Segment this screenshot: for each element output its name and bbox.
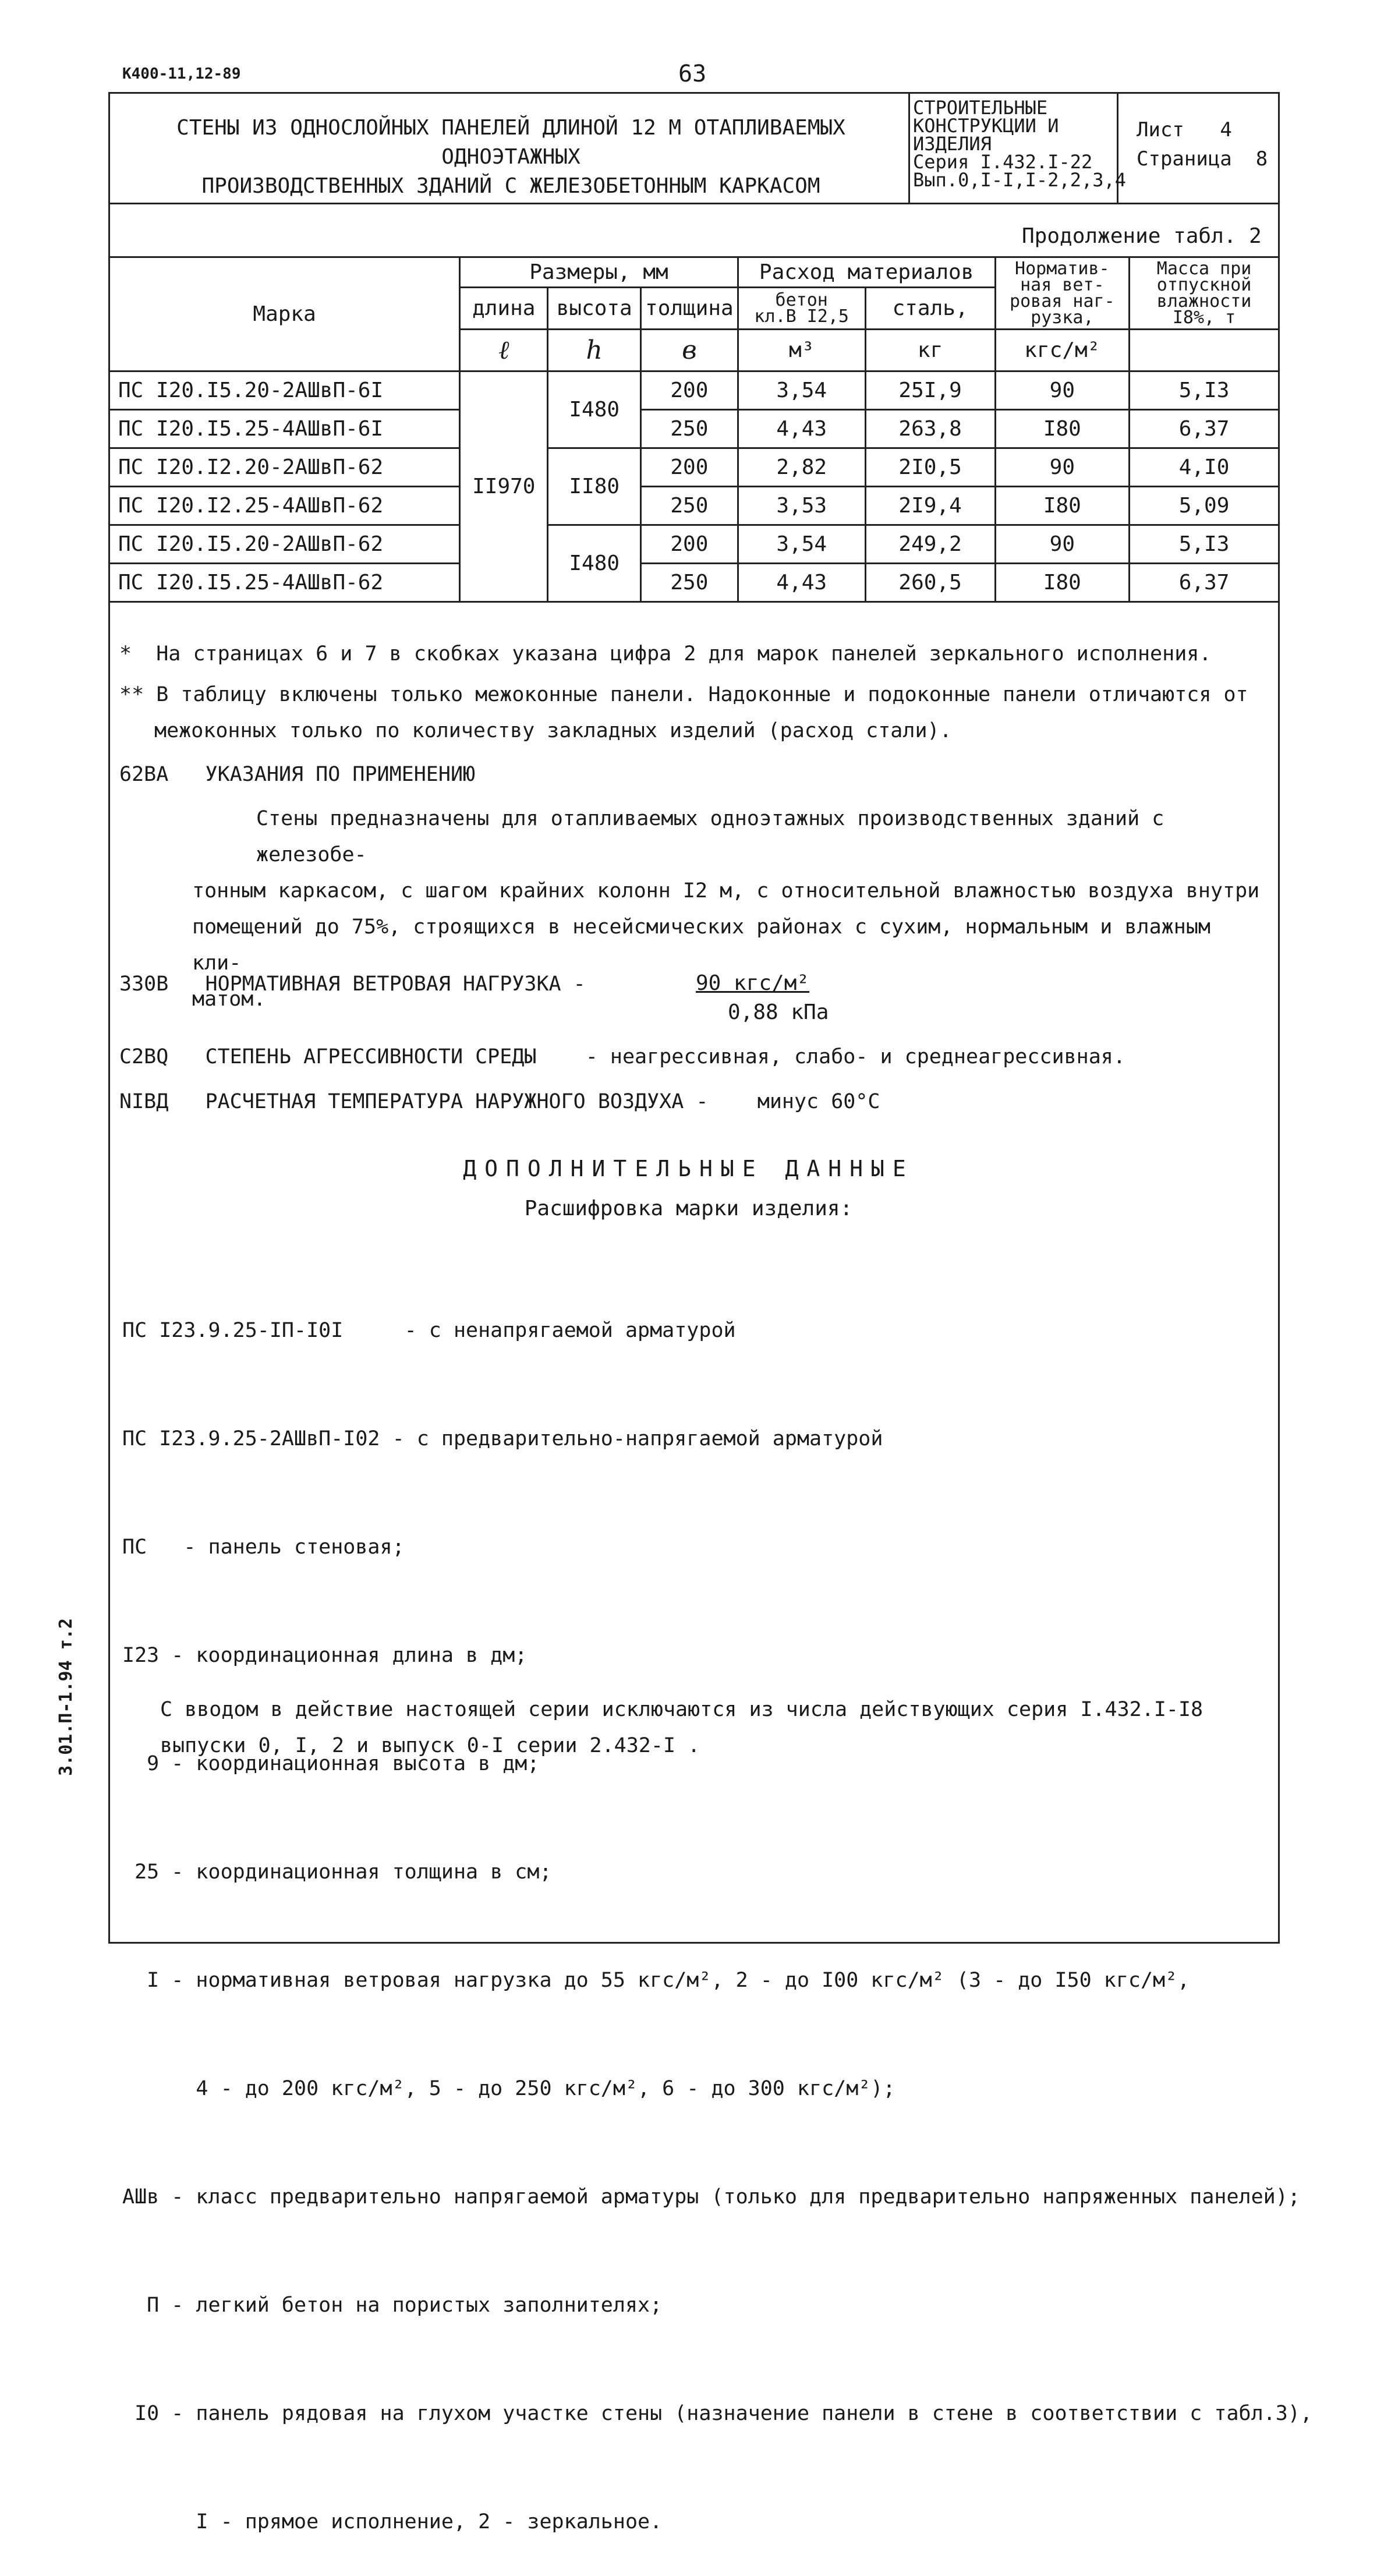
row-thickness: 250 xyxy=(641,410,738,448)
col-mass-header xyxy=(1130,257,1279,330)
final-note-line2: выпуски 0, I, 2 и выпуск 0-I серии 2.432-I . xyxy=(160,1734,700,1757)
series-line3: ИЗДЕЛИЯ xyxy=(913,133,992,155)
table-row xyxy=(109,564,1279,602)
row-thickness: 200 xyxy=(641,371,738,410)
row-thickness: 250 xyxy=(641,564,738,602)
series-line2: КОНСТРУКЦИИ И xyxy=(913,115,1059,137)
aggressiveness-code: С2ВQ xyxy=(119,1045,169,1068)
col-thickness-header: толщина xyxy=(641,288,738,330)
table-row xyxy=(109,371,1279,410)
mass-header-line3: влажности xyxy=(1156,291,1252,312)
document-code: К400-11,12-89 xyxy=(122,65,241,83)
row-concrete: 3,54 xyxy=(738,525,865,564)
thickness-symbol: в xyxy=(641,330,738,371)
row-height: II80 xyxy=(548,448,641,525)
row-concrete: 3,54 xyxy=(738,371,865,410)
row-concrete: 4,43 xyxy=(738,410,865,448)
height-symbol: h xyxy=(548,330,641,371)
row-mass: 5,09 xyxy=(1130,487,1279,525)
table-header-row-1 xyxy=(109,257,1279,288)
footnote-2-line2: межоконных только по количеству закладных изделий (расход стали). xyxy=(154,719,952,742)
row-height: I480 xyxy=(548,371,641,448)
col-mark-header: Марка xyxy=(109,257,460,371)
series-block xyxy=(913,99,1126,189)
row-wind: I80 xyxy=(995,410,1130,448)
concrete-unit: м³ xyxy=(738,330,865,371)
additional-title: ДОПОЛНИТЕЛЬНЫЕ ДАННЫЕ xyxy=(463,1156,914,1181)
temperature-value: минус 60°С xyxy=(757,1090,880,1113)
side-code: 3.01.П-1.94 т.2 xyxy=(56,1618,76,1776)
final-note xyxy=(160,1692,1203,1764)
concrete-header-line2: кл.В I2,5 xyxy=(754,306,849,327)
usage-line1: Стены предназначены для отапливаемых одноэтажных производственных зданий с железобе- xyxy=(256,807,1164,866)
steel-unit: кг xyxy=(865,330,995,371)
additional-subtitle: Расшифровка марки изделия: xyxy=(524,1197,853,1220)
sheet-info xyxy=(1137,115,1268,174)
row-mark: ПС I20.I2.20-2AШвП-62 xyxy=(109,448,460,487)
row-wind: I80 xyxy=(995,564,1130,602)
row-thickness: 200 xyxy=(641,448,738,487)
row-wind: 90 xyxy=(995,525,1130,564)
sheet-label: Лист xyxy=(1137,118,1184,141)
stamp-bottom-line xyxy=(108,203,1280,204)
wind-header-line1: Норматив- xyxy=(1015,258,1110,279)
aggressiveness-value: - неагрессивная, слабо- и среднеагрессивная. xyxy=(585,1045,1125,1068)
stamp-divider-1 xyxy=(908,92,910,204)
mass-header-line2: отпускной xyxy=(1156,274,1252,295)
series-line4: Серия I.432.I-22 xyxy=(913,151,1093,173)
row-steel: 249,2 xyxy=(865,525,995,564)
page-number: 63 xyxy=(678,61,707,87)
usage-code: 62ВА xyxy=(119,763,169,786)
col-materials-header: Расход материалов xyxy=(738,257,995,288)
wind-code: 330В xyxy=(119,972,169,996)
usage-line2: тонным каркасом, с шагом крайних колонн I2 м, с относительной влажностью воздуха внутри xyxy=(192,879,1260,903)
wind-unit: кгс/м² xyxy=(995,330,1130,371)
row-mark: ПС I20.I5.25-4AШвП-62 xyxy=(109,564,460,602)
row-concrete: 2,82 xyxy=(738,448,865,487)
row-thickness: 200 xyxy=(641,525,738,564)
stamp-title-line2: ПРОИЗВОДСТВЕННЫХ ЗДАНИЙ С ЖЕЛЕЗОБЕТОННЫМ КАРКАСОМ xyxy=(201,174,820,198)
row-mark: ПС I20.I5.25-4AШвП-6I xyxy=(109,410,460,448)
row-steel: 263,8 xyxy=(865,410,995,448)
wind-value-kgs: 90 кгс/м² xyxy=(696,971,810,995)
col-length-header: длина xyxy=(460,288,548,330)
row-steel: 260,5 xyxy=(865,564,995,602)
final-note-line1: С вводом в действие настоящей серии исключаются из числа действующих серия I.432.I-I8 xyxy=(160,1698,1203,1721)
table-row xyxy=(109,525,1279,564)
wind-value-kpa: 0,88 кПа xyxy=(728,1000,829,1024)
usage-title: УКАЗАНИЯ ПО ПРИМЕНЕНИЮ xyxy=(205,763,476,786)
usage-heading xyxy=(119,763,475,786)
row-mass: 4,I0 xyxy=(1130,448,1279,487)
row-mass: 6,37 xyxy=(1130,410,1279,448)
sheet-value: 4 xyxy=(1220,118,1232,141)
col-concrete-header xyxy=(738,288,865,330)
list-item: I - нормативная ветровая нагрузка до 55 кгс/м², 2 - до I00 кгс/м² (3 - до I50 кгс/м², xyxy=(122,1969,1190,1992)
mass-unit-empty xyxy=(1130,330,1279,371)
row-wind: 90 xyxy=(995,448,1130,487)
mass-header-line1: Масса при xyxy=(1156,258,1252,279)
col-height-header: высота xyxy=(548,288,641,330)
usage-line3: помещений до 75%, строящихся в несейсмических районах с сухим, нормальным и влажным кли- xyxy=(192,915,1210,975)
row-height: I480 xyxy=(548,525,641,602)
row-mass: 5,I3 xyxy=(1130,371,1279,410)
mark-decoding-list xyxy=(122,1240,1312,2576)
list-item: 4 - до 200 кгс/м², 5 - до 250 кгс/м², 6 - до 300 кгс/м²); xyxy=(122,2077,895,2100)
row-steel: 2I0,5 xyxy=(865,448,995,487)
col-wind-header xyxy=(995,257,1130,330)
series-line5: Вып.0,I-I,I-2,2,3,4 xyxy=(913,169,1127,191)
row-mark: ПС I20.I5.20-2AШвП-62 xyxy=(109,525,460,564)
list-item: I - прямое исполнение, 2 - зеркальное. xyxy=(122,2510,663,2533)
footnote-2 xyxy=(119,677,1248,749)
page-label: Страница xyxy=(1137,147,1232,171)
list-item: П - легкий бетон на пористых заполнителях; xyxy=(122,2294,663,2317)
usage-line4: матом. xyxy=(192,988,266,1011)
footnote-1-text: На страницах 6 и 7 в скобках указана цифра 2 для марок панелей зеркального исполнения. xyxy=(156,642,1212,666)
row-concrete: 4,43 xyxy=(738,564,865,602)
row-mass: 5,I3 xyxy=(1130,525,1279,564)
wind-header-line4: рузка, xyxy=(1031,307,1094,328)
footnote-1-mark: * xyxy=(119,642,132,666)
row-mass: 6,37 xyxy=(1130,564,1279,602)
table-row xyxy=(109,410,1279,448)
row-wind: I80 xyxy=(995,487,1130,525)
list-item: ПС I23.9.25-2AШвП-I02 - с предварительно-напрягаемой арматурой xyxy=(122,1427,883,1450)
list-item: 9 - координационная высота в дм; xyxy=(122,1752,540,1775)
row-wind: 90 xyxy=(995,371,1130,410)
row-length: II970 xyxy=(460,371,548,602)
stamp-title xyxy=(116,114,905,201)
aggressiveness-title: СТЕПЕНЬ АГРЕССИВНОСТИ СРЕДЫ xyxy=(205,1045,537,1068)
wind-title: НОРМАТИВНАЯ ВЕТРОВАЯ НАГРУЗКА - xyxy=(205,972,586,996)
row-steel: 25I,9 xyxy=(865,371,995,410)
stamp-title-line1: СТЕНЫ ИЗ ОДНОСЛОЙНЫХ ПАНЕЛЕЙ ДЛИНОЙ 12 М ОТАПЛИВАЕМЫХ ОДНОЭТАЖНЫХ xyxy=(176,116,845,169)
temperature-heading xyxy=(119,1090,880,1113)
footnote-2-mark: ** xyxy=(119,683,144,706)
series-line1: СТРОИТЕЛЬНЫЕ xyxy=(913,97,1048,119)
row-thickness: 250 xyxy=(641,487,738,525)
table-continuation-label: Продолжение табл. 2 xyxy=(1022,224,1262,248)
table-row xyxy=(109,448,1279,487)
row-mark: ПС I20.I2.25-4AШвП-62 xyxy=(109,487,460,525)
col-steel-header: сталь, xyxy=(865,288,995,330)
wind-header-line3: ровая наг- xyxy=(1010,291,1115,312)
list-item: ПС I23.9.25-IП-I0I - с ненапрягаемой арматурой xyxy=(122,1319,736,1342)
mass-header-line4: I8%, т xyxy=(1172,307,1236,328)
temperature-code: NIВД xyxy=(119,1090,169,1113)
panel-table xyxy=(108,256,1280,603)
list-item: ПС - панель стеновая; xyxy=(122,1535,405,1559)
list-item: 25 - координационная толщина в см; xyxy=(122,1860,552,1884)
page-value: 8 xyxy=(1255,147,1268,171)
wind-header-line2: ная вет- xyxy=(1020,274,1105,295)
length-symbol: ℓ xyxy=(460,330,548,371)
row-concrete: 3,53 xyxy=(738,487,865,525)
list-item: I23 - координационная длина в дм; xyxy=(122,1644,528,1667)
table-row xyxy=(109,487,1279,525)
footnote-1 xyxy=(119,636,1211,672)
wind-heading xyxy=(119,972,586,996)
row-mark: ПС I20.I5.20-2AШвП-6I xyxy=(109,371,460,410)
aggressiveness-heading xyxy=(119,1045,1125,1068)
list-item: AШв - класс предварительно напрягаемой арматуры (только для предварительно напряженных панелей); xyxy=(122,2185,1300,2209)
list-item: I0 - панель рядовая на глухом участке стены (назначение панели в стене в соответствии с табл.3), xyxy=(122,2402,1312,2425)
col-sizes-header: Размеры, мм xyxy=(460,257,738,288)
temperature-title: РАСЧЕТНАЯ ТЕМПЕРАТУРА НАРУЖНОГО ВОЗДУХА - xyxy=(205,1090,709,1113)
concrete-header-line1: бетон xyxy=(775,289,828,310)
row-steel: 2I9,4 xyxy=(865,487,995,525)
footnote-2-line1: В таблицу включены только межоконные панели. Надоконные и подоконные панели отличаются от xyxy=(156,683,1248,706)
